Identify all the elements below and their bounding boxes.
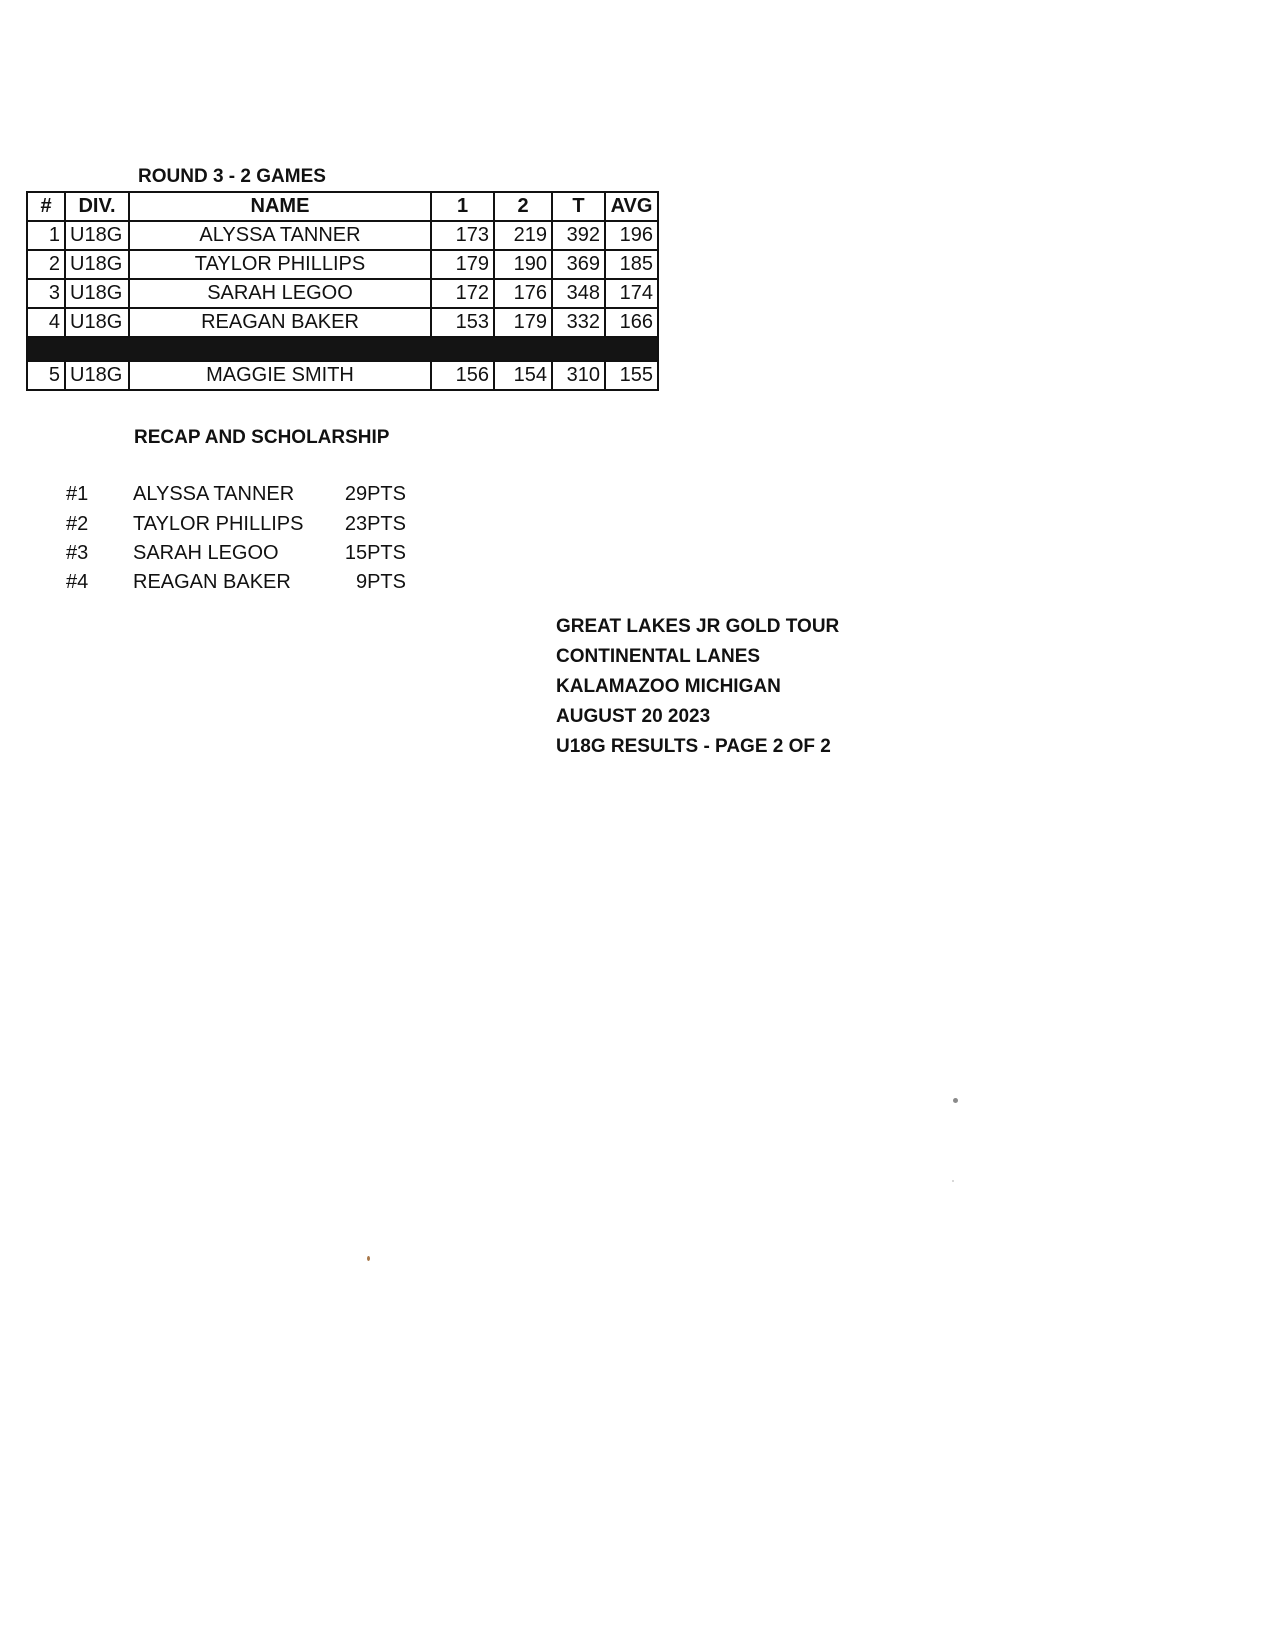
cell-game-1: 173: [431, 221, 494, 250]
header-name: NAME: [129, 192, 431, 221]
cell-game-2: 179: [494, 308, 552, 337]
cell-name: ALYSSA TANNER: [129, 221, 431, 250]
recap-rank: #3: [66, 542, 89, 564]
event-page-label: U18G RESULTS - PAGE 2 OF 2: [556, 736, 831, 757]
header-game-1: 1: [431, 192, 494, 221]
cell-name: SARAH LEGOO: [129, 279, 431, 308]
cell-avg: 196: [605, 221, 658, 250]
separator-bar: [27, 337, 658, 361]
recap-item: [0, 513, 420, 541]
cell-total: 332: [552, 308, 605, 337]
cell-div: U18G: [65, 361, 129, 390]
cell-game-2: 190: [494, 250, 552, 279]
cell-name: MAGGIE SMITH: [129, 361, 431, 390]
cell-rank: 1: [27, 221, 65, 250]
event-date: AUGUST 20 2023: [556, 706, 711, 727]
recap-points: 15PTS: [344, 542, 406, 564]
cell-avg: 174: [605, 279, 658, 308]
table-header-row: [27, 192, 658, 221]
cell-div: U18G: [65, 279, 129, 308]
cell-rank: 3: [27, 279, 65, 308]
cell-div: U18G: [65, 221, 129, 250]
cell-name: REAGAN BAKER: [129, 308, 431, 337]
cell-game-2: 219: [494, 221, 552, 250]
event-info-block: [556, 612, 839, 762]
cell-rank: 2: [27, 250, 65, 279]
recap-item: [0, 542, 420, 570]
cell-rank: 4: [27, 308, 65, 337]
table-row: [27, 308, 658, 337]
recap-title: RECAP AND SCHOLARSHIP: [134, 427, 390, 448]
table-row: [27, 221, 658, 250]
header-total: T: [552, 192, 605, 221]
cell-avg: 155: [605, 361, 658, 390]
recap-name: REAGAN BAKER: [133, 571, 291, 593]
event-venue: CONTINENTAL LANES: [556, 646, 761, 667]
cell-game-2: 176: [494, 279, 552, 308]
cut-line-separator: [27, 337, 658, 361]
table-row: [27, 361, 658, 390]
recap-rank: #4: [66, 571, 89, 593]
header-rank: #: [27, 192, 65, 221]
table-row: [27, 279, 658, 308]
round-title: ROUND 3 - 2 GAMES: [138, 166, 326, 187]
scan-speck: [953, 1098, 958, 1103]
results-table: [26, 191, 659, 391]
event-tour-name: GREAT LAKES JR GOLD TOUR: [556, 616, 840, 637]
scan-speck: [367, 1256, 370, 1261]
recap-rank: #2: [66, 513, 89, 535]
cell-div: U18G: [65, 250, 129, 279]
cell-rank: 5: [27, 361, 65, 390]
cell-avg: 166: [605, 308, 658, 337]
cell-total: 348: [552, 279, 605, 308]
cell-div: U18G: [65, 308, 129, 337]
recap-rank: #1: [66, 483, 89, 505]
scan-speck: [952, 1180, 954, 1182]
cell-total: 392: [552, 221, 605, 250]
recap-item: [0, 571, 420, 599]
cell-game-1: 179: [431, 250, 494, 279]
recap-name: TAYLOR PHILLIPS: [133, 513, 304, 535]
recap-name: SARAH LEGOO: [133, 542, 279, 564]
cell-game-1: 156: [431, 361, 494, 390]
recap-points: 29PTS: [344, 483, 406, 505]
recap-name: ALYSSA TANNER: [133, 483, 295, 505]
recap-item: [0, 483, 420, 511]
table-row: [27, 250, 658, 279]
recap-points: 23PTS: [344, 513, 406, 535]
cell-total: 310: [552, 361, 605, 390]
cell-game-1: 172: [431, 279, 494, 308]
header-game-2: 2: [494, 192, 552, 221]
recap-points: 9PTS: [355, 571, 406, 593]
cell-total: 369: [552, 250, 605, 279]
cell-avg: 185: [605, 250, 658, 279]
cell-game-2: 154: [494, 361, 552, 390]
cell-game-1: 153: [431, 308, 494, 337]
event-location: KALAMAZOO MICHIGAN: [556, 676, 781, 697]
cell-name: TAYLOR PHILLIPS: [129, 250, 431, 279]
header-div: DIV.: [65, 192, 129, 221]
header-avg: AVG: [605, 192, 658, 221]
